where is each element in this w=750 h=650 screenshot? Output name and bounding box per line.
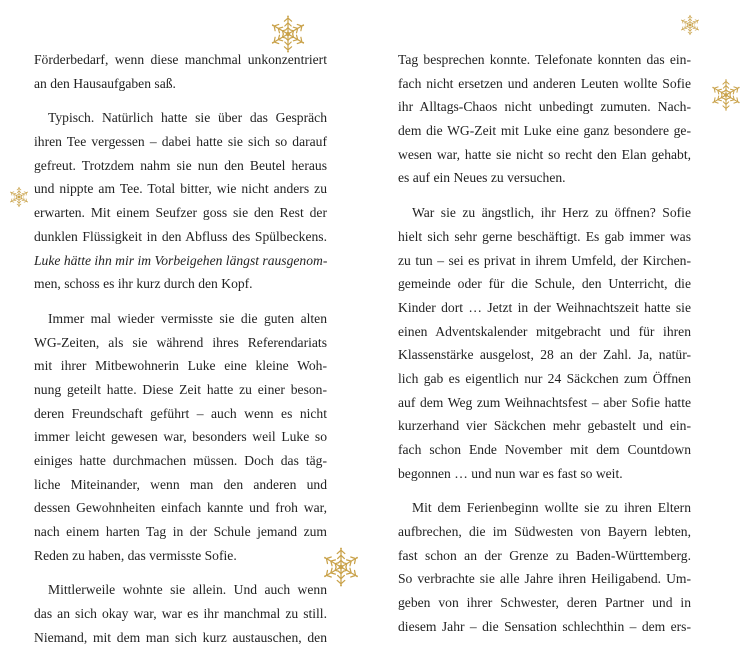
text-line: immer leicht gewesen war, besonders weil Luke so [34,429,327,445]
snowflake-icon [268,14,308,54]
text-line: deren Freundschaft geführt – auch wenn es nicht [34,405,327,421]
text-line: fach schon Ende November mit dem Countdown [398,442,691,457]
text-line-italic: Luke hätte ihn mir im Vorbeigehen längst rausgenom- [34,252,328,268]
text-line: nung geteilt hatte. Diese Zeit hatte zu einer beson- [34,381,327,397]
text-line: WG-Zeiten, als sie während ihres Referendariats [34,334,327,350]
text-line: gemeinde oder für die Schule, den Unterricht, die [398,276,691,292]
text-line: es auf ein Neues zu versuchen. [398,170,566,186]
text-line: Immer mal wieder vermisste sie die guten alten [48,310,327,326]
text-line: Typisch. Natürlich hatte sie über das Gespräch [48,110,327,126]
text-line: einiges hatte durchmachen müssen. Doch das täg- [34,453,327,468]
text-line: liche Miteinander, wenn man den anderen und [34,476,327,492]
text-line: zu tun – sei es privat in ihrem Umfeld, der Kirchen- [398,252,691,268]
text-line: War sie zu ängstlich, ihr Herz zu öffnen? Sofie [412,205,691,221]
text-line: dem die WG-Zeit mit Luke eine ganz besondere ge- [398,123,691,139]
left-page-text [34,48,327,650]
snowflake-icon [320,546,362,588]
text-line: mit ihrer Mitbewohnerin Luke eine kleine Woh- [34,358,327,374]
text-line: geben von ihrer Schwester, deren Partner und in [398,595,691,611]
snowflake-icon [679,14,701,36]
text-line: men, schoss es ihr kurz durch den Kopf. [34,276,253,292]
text-line: gefreut. Trotzdem nahm sie nun den Beutel heraus [34,157,327,173]
text-line: und nippte am Tee. Total bitter, wie nicht anders zu [34,181,327,197]
snowflake-icon [8,186,30,208]
text-line: So verbrachte sie alle Jahre ihren Heiligabend. Um- [398,571,691,587]
text-line: wesen war, hatte sie nicht so recht den Elan gehabt, [398,146,691,162]
text-line: aufbrechen, die im Südwesten von Bayern lebten, [398,524,691,540]
text-line: diesem Jahr – die Sensation schlechthin – dem ers- [398,618,691,634]
text-line: erwarten. Mit einem Seufzer goss sie den Rest der [34,205,327,221]
text-line: das an sich okay war, war es ihr manchmal zu still. [34,606,327,622]
snowflake-icon [709,78,743,112]
text-line: Mittlerweile wohnte sie allein. Und auch wenn [48,582,327,598]
text-line: fach nicht ersetzen und anderen Leuten wollte Sofie [398,75,691,91]
text-line: Niemand, mit dem man sich kurz austauschen, den [34,629,327,645]
text-line: ihr Alltags-Chaos nicht unbedingt zumuten. Nach- [398,99,691,115]
text-line: hielt sich sehr gerne beschäftigt. Es gab immer was [398,228,691,244]
text-line: fast schon an der Grenze zu Baden-Württemberg. [398,547,691,563]
text-line: Förderbedarf, wenn diese manchmal unkonzentriert [34,52,327,67]
text-line: begonnen … und nun war es fast so weit. [398,465,623,481]
text-line: dunklen Flüssigkeit in den Abfluss des Spülbeckens. [34,228,327,244]
text-line: Klassenstärke ausgelost, 28 an der Zahl. Ja, natür- [398,347,691,363]
right-page-text [398,48,691,639]
text-line: Mit dem Ferienbeginn wollte sie zu ihren Eltern [412,500,691,516]
text-line: dessen Gewohnheiten einfach kannte und froh war, [34,500,327,516]
text-line: einen Adventskalender mitgebracht und für ihren [398,323,691,339]
text-line: kurzerhand vier Säckchen mehr gebastelt und ein- [398,418,691,434]
text-line: Reden zu haben, das vermisste Sofie. [34,547,237,563]
text-line: nach einem harten Tag in der Schule jemand zum [34,524,327,540]
text-line: ihren Tee vergessen – dabei hatte sie sich so darauf [34,134,327,150]
text-line: an den Hausaufgaben saß. [34,75,176,91]
text-line: auf dem Weg zum Weihnachtsfest – aber Sofie hatte [398,394,691,410]
text-line: Kinder dort … Jetzt in der Weihnachtszeit hatte sie [398,299,691,315]
text-line: Tag besprechen konnte. Telefonate konnten das ein- [398,52,691,67]
text-line: lich gab es eigentlich nur 24 Säckchen zum Öffnen [398,370,691,386]
